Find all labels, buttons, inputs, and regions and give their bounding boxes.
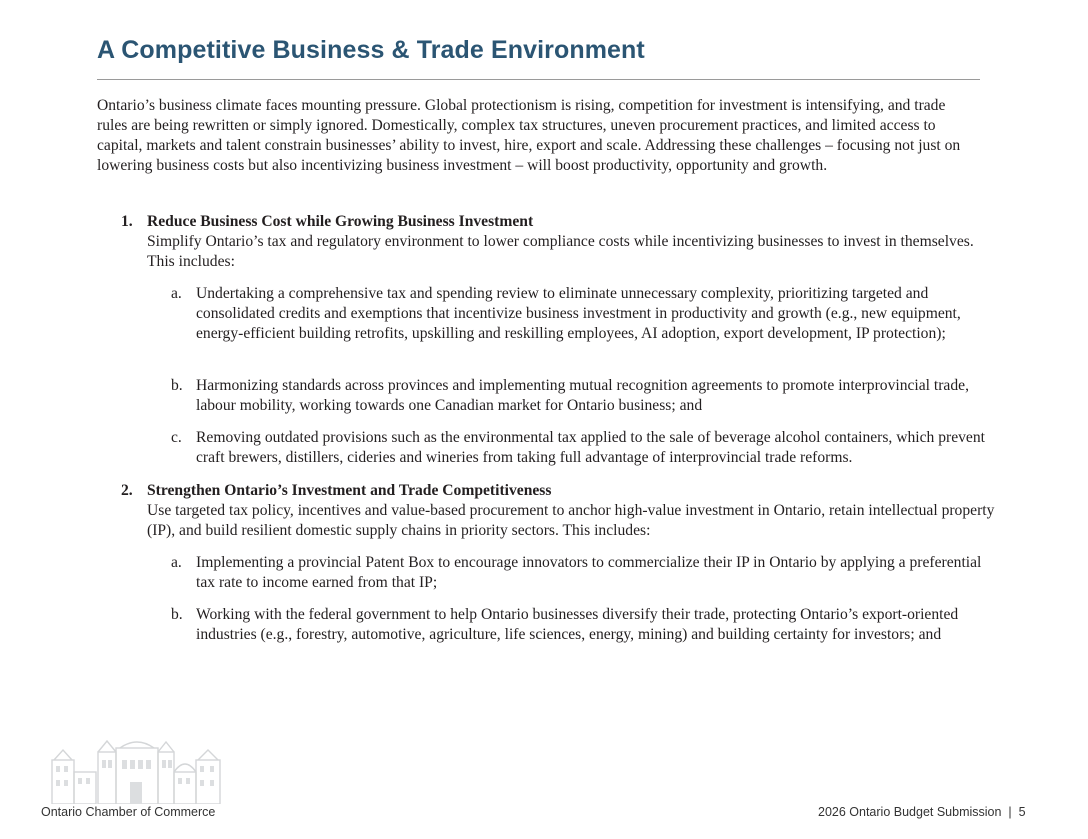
page-number: 5 xyxy=(1018,805,1026,819)
list-item xyxy=(171,553,996,593)
list-item-text: Working with the federal government to help Ontario businesses diversify their trade, protecting Ontario’s export-oriented industries (e.g., forestry, automotive, agriculture, life sciences, energy, mining) and building certainty for investors; and xyxy=(196,606,959,643)
recommendation-1 xyxy=(121,212,997,272)
list-item-letter: a. xyxy=(171,554,182,571)
recommendation-description: Use targeted tax policy, incentives and value-based procurement to anchor high-value investment in Ontario, retain intellectual property (IP), and build resilient domestic supply chains in priority sectors. This includes: xyxy=(147,502,995,539)
footer-separator: | xyxy=(1008,805,1012,819)
footer-document-title: 2026 Ontario Budget Submission xyxy=(818,805,1002,819)
footer-organization: Ontario Chamber of Commerce xyxy=(41,805,216,819)
recommendation-heading: Strengthen Ontario’s Investment and Trade Competitiveness xyxy=(147,482,552,499)
recommendation-heading: Reduce Business Cost while Growing Business Investment xyxy=(147,213,534,230)
recommendation-2 xyxy=(121,481,997,541)
intro-paragraph: Ontario’s business climate faces mounting pressure. Global protectionism is rising, competition for investment is intensifying, and trade rules are being rewritten or simply ignored. Domestically, complex tax structures, uneven procurement practices, and limited access to capital, markets and talent constrain businesses’ ability to invest, hire, export and scale. Addressing these challenges – focusing not just on lowering business costs but also incentivizing business investment – will boost productivity, opportunity and growth. xyxy=(97,97,961,174)
recommendation-number: 1. xyxy=(121,213,133,230)
list-item-text: Implementing a provincial Patent Box to encourage innovators to commercialize their IP in Ontario by applying a preferential tax rate to income earned from that IP; xyxy=(196,554,982,591)
list-item-letter: a. xyxy=(171,285,182,302)
title-divider xyxy=(97,79,980,80)
page-title: A Competitive Business & Trade Environment xyxy=(97,36,645,64)
list-item-letter: b. xyxy=(171,606,183,623)
list-item-text: Removing outdated provisions such as the environmental tax applied to the sale of beverage alcohol containers, which prevent craft brewers, distillers, cideries and wineries from taking full advantage of interprovincial trade reforms. xyxy=(196,429,985,466)
legislative-building-logo-icon xyxy=(50,738,222,804)
recommendation-description: Simplify Ontario’s tax and regulatory environment to lower compliance costs while incentivizing businesses to invest in themselves. This includes: xyxy=(147,233,974,270)
list-item xyxy=(171,605,996,645)
list-item xyxy=(171,284,996,344)
list-item xyxy=(171,428,996,468)
recommendation-number: 2. xyxy=(121,482,133,499)
list-item-letter: b. xyxy=(171,377,183,394)
list-item-letter: c. xyxy=(171,429,182,446)
list-item-text: Undertaking a comprehensive tax and spending review to eliminate unnecessary complexity, prioritizing targeted and consolidated credits and exemptions that incentivize business investment in productivity and growth (e.g., new equipment, energy-efficient building retrofits, upskilling and reskilling employees, AI adoption, export development, IP protection); xyxy=(196,285,961,342)
list-item-text: Harmonizing standards across provinces and implementing mutual recognition agreements to promote interprovincial trade, labour mobility, working towards one Canadian market for Ontario business; and xyxy=(196,377,969,414)
footer-page-info xyxy=(818,805,1026,819)
list-item xyxy=(171,376,996,416)
